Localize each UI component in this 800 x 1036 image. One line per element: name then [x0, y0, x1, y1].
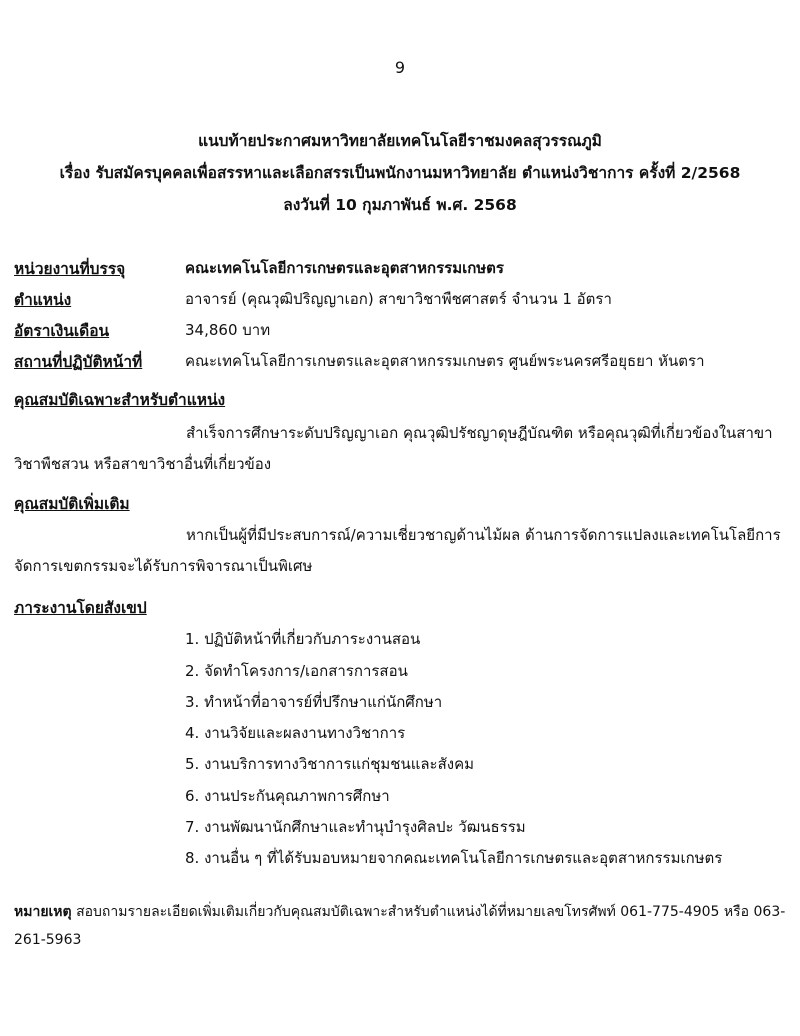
duty-item: 6. งานประกันคุณภาพการศึกษา — [185, 787, 390, 805]
salary-label: อัตราเงินเดือน — [14, 322, 110, 340]
specific-qualifications-heading: คุณสมบัติเฉพาะสำหรับตำแหน่ง — [14, 391, 226, 409]
header-title: แนบท้ายประกาศมหาวิทยาลัยเทคโนโลยีราชมงคลสุวรรณภูมิ — [198, 132, 602, 150]
duty-item: 3. ทำหน้าที่อาจารย์ที่ปรึกษาแก่นักศึกษา — [185, 693, 443, 711]
additional-qualifications-text — [14, 520, 790, 582]
duty-item: 4. งานวิจัยและผลงานทางวิชาการ — [185, 724, 406, 742]
position-label: ตำแหน่ง — [14, 291, 72, 309]
duty-item: 7. งานพัฒนานักศึกษาและทำนุบำรุงศิลปะ วัฒนธรรม — [185, 818, 526, 836]
duty-item: 8. งานอื่น ๆ ที่ได้รับมอบหมายจากคณะเทคโนโลยีการเกษตรและอุตสาหกรรมเกษตร — [185, 849, 723, 867]
specific-qualifications-body: สำเร็จการศึกษาระดับปริญญาเอก คุณวุฒิปรัชญาดุษฎีบัณฑิต หรือคุณวุฒิที่เกี่ยวข้องในสาขาวิชาพืชสวน หรือสาขาวิชาอื่นที่เกี่ยวข้อง — [14, 424, 773, 473]
note — [14, 898, 794, 954]
additional-qualifications-body: หากเป็นผู้ที่มีประสบการณ์/ความเชี่ยวชาญด้านไม้ผล ด้านการจัดการแปลงและเทคโนโลยีการจัดการเขตกรรมจะได้รับการพิจารณาเป็นพิเศษ — [14, 526, 781, 575]
unit-value: คณะเทคโนโลยีการเกษตรและอุตสาหกรรมเกษตร — [185, 259, 504, 277]
note-label: หมายเหตุ — [14, 904, 72, 920]
duty-item: 2. จัดทำโครงการ/เอกสารการสอน — [185, 662, 408, 680]
duty-item: 1. ปฏิบัติหน้าที่เกี่ยวกับภาระงานสอน — [185, 630, 421, 648]
unit-label: หน่วยงานที่บรรจุ — [14, 260, 126, 278]
position-value: อาจารย์ (คุณวุฒิปริญญาเอก) สาขาวิชาพืชศาสตร์ จำนวน 1 อัตรา — [185, 290, 612, 308]
specific-qualifications-text — [14, 418, 790, 480]
header-date: ลงวันที่ 10 กุมภาพันธ์ พ.ศ. 2568 — [283, 196, 517, 214]
page-number: 9 — [394, 58, 406, 77]
duties-heading: ภาระงานโดยสังเขป — [14, 599, 147, 617]
workplace-label: สถานที่ปฏิบัติหน้าที่ — [14, 353, 143, 371]
header-subject: เรื่อง รับสมัครบุคคลเพื่อสรรหาและเลือกสรรเป็นพนักงานมหาวิทยาลัย ตำแหน่งวิชาการ ครั้งที่ 2/2568 — [59, 164, 741, 182]
additional-qualifications-heading: คุณสมบัติเพิ่มเติม — [14, 495, 130, 513]
note-text: สอบถามรายละเอียดเพิ่มเติมเกี่ยวกับคุณสมบัติเฉพาะสำหรับตำแหน่งได้ที่หมายเลขโทรศัพท์ 061-775-4905 หรือ 063-261-5963 — [14, 904, 786, 948]
salary-value: 34,860 บาท — [185, 321, 271, 339]
workplace-value: คณะเทคโนโลยีการเกษตรและอุตสาหกรรมเกษตร ศูนย์พระนครศรีอยุธยา หันตรา — [185, 352, 705, 370]
duty-item: 5. งานบริการทางวิชาการแก่ชุมชนและสังคม — [185, 755, 475, 773]
